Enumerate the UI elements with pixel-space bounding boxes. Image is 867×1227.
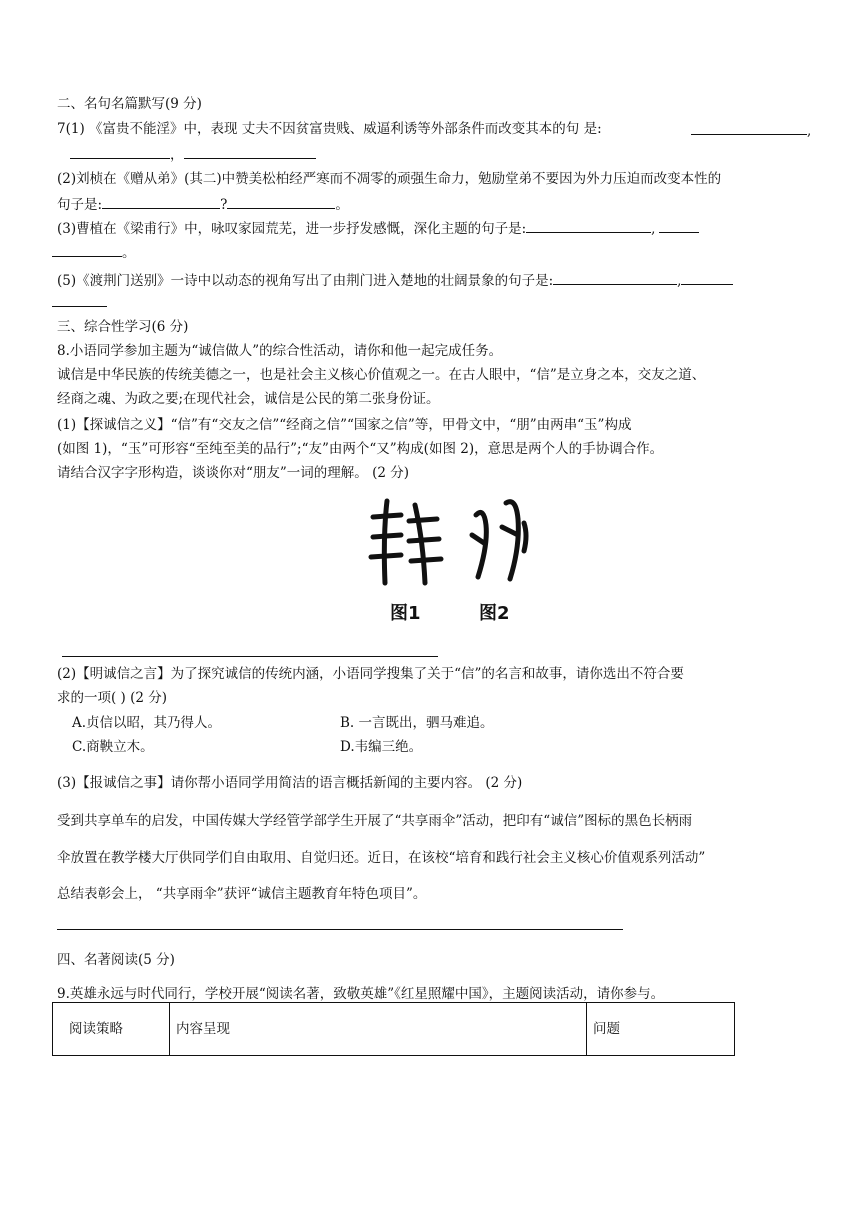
q7-2-blank-a[interactable] bbox=[102, 194, 220, 209]
q7-3-blank-b[interactable] bbox=[659, 218, 699, 233]
figure2-you-glyph bbox=[466, 495, 536, 590]
header-question: 问题 bbox=[587, 1003, 735, 1056]
q7-1-blank-a[interactable]: , bbox=[691, 120, 811, 141]
figure1-label: 图1 bbox=[390, 603, 421, 624]
q7-2-line2: 句子是: ? 。 bbox=[57, 194, 349, 215]
news-line-1: 受到共享单车的启发，中国传媒大学经管学部学生开展了“共享雨伞”活动，把印有“诚信”图标的黑色长柄雨 bbox=[57, 813, 693, 829]
option-c[interactable]: C.商鞅立木。 bbox=[72, 739, 154, 755]
q8-3-answer-line[interactable] bbox=[57, 929, 623, 930]
q7-3-continuation: 。 bbox=[52, 242, 136, 263]
q7-2-blank-b[interactable] bbox=[227, 194, 335, 209]
q7-5-text: (5)《渡荆门送别》一诗中以动态的视角写出了由荆门进入楚地的壮阔景象的句子是: , bbox=[57, 270, 733, 291]
table-row bbox=[53, 1003, 735, 1056]
news-line-2: 伞放置在教学楼大厅供同学们自由取用、自觉归还。近日，在该校“培育和践行社会主义核心价值观系列活动” bbox=[57, 850, 706, 866]
q8-1-line3: 请结合汉字字形构造，谈谈你对“朋友”一词的理解。 (2 分) bbox=[57, 465, 410, 481]
q7-3-blank-a[interactable] bbox=[526, 218, 651, 233]
q8-2-line2: 求的一项( ) (2 分) bbox=[57, 690, 168, 706]
q7-1-prompt: 7(1) 《富贵不能淫》中，表现 丈夫不因贫富贵贱、威逼利诱等外部条件而改变其本的句 是: bbox=[57, 121, 602, 137]
q9-text: 9.英雄永远与时代同行，学校开展“阅读名著，致敬英雄”《红星照耀中国》，主题阅读活动，请你参与。 bbox=[57, 986, 665, 1002]
section4-title: 四、名著阅读(5 分) bbox=[57, 952, 175, 968]
header-strategy: 阅读策略 bbox=[53, 1003, 170, 1056]
q7-3-text: (3)曹植在《梁甫行》中，咏叹家园荒芜，进一步抒发感慨，深化主题的句子是: , bbox=[57, 218, 699, 239]
q7-1-text bbox=[57, 120, 602, 139]
q7-2-line1: (2)刘桢在《赠从弟》(其二)中赞美松柏经严寒而不凋零的顽强生命力，勉励堂弟不要因为外力压迫而改变本性的 bbox=[57, 171, 722, 187]
section3-title: 三、综合性学习(6 分) bbox=[57, 319, 189, 335]
news-line-3: 总结表彰会上， “共享雨伞”获评“诚信主题教育年特色项目”。 bbox=[57, 886, 427, 902]
context-line-2: 经商之魂、为政之要;在现代社会，诚信是公民的第二张身份证。 bbox=[57, 391, 440, 407]
option-b[interactable]: B. 一言既出，驷马难追。 bbox=[340, 715, 494, 731]
q8-intro: 8.小语同学参加主题为“诚信做人”的综合性活动，请你和他一起完成任务。 bbox=[57, 343, 503, 359]
option-d[interactable]: D.韦编三绝。 bbox=[340, 739, 423, 755]
reading-table bbox=[52, 1002, 735, 1056]
q7-5-blank-a[interactable] bbox=[553, 270, 677, 285]
section2-title: 二、名句名篇默写(9 分) bbox=[57, 96, 202, 112]
q8-2-line1: (2)【明诚信之言】为了探究诚信的传统内涵，小语同学搜集了关于“信”的名言和故事，请你选出不符合要 bbox=[57, 666, 684, 682]
q8-1-line1: (1)【探诚信之义】“信”有“交友之信”“经商之信”“国家之信”等，甲骨文中，“朋”由两串“玉”构成 bbox=[57, 417, 632, 433]
option-a[interactable]: A.贞信以昭，其乃得人。 bbox=[72, 715, 222, 731]
header-content: 内容呈现 bbox=[170, 1003, 587, 1056]
q7-5-blank-b[interactable] bbox=[681, 270, 733, 285]
figure2-label: 图2 bbox=[479, 603, 510, 624]
q8-3-title: (3)【报诚信之事】请你帮小语同学用简洁的语言概括新闻的主要内容。 (2 分) bbox=[57, 775, 523, 791]
q7-5-blank-c[interactable] bbox=[52, 306, 107, 307]
q8-1-answer-line[interactable] bbox=[62, 656, 438, 657]
context-line-1: 诚信是中华民族的传统美德之一，也是社会主义核心价值观之一。在古人眼中，“信”是立身之本，交友之道、 bbox=[57, 367, 706, 383]
q8-1-line2: (如图 1)，“玉”可形容“至纯至美的品行”;“友”由两个“又”构成(如图 2)，意思是两个人的手协调合作。 bbox=[57, 441, 664, 457]
q7-1-blank-b[interactable]: ， bbox=[70, 144, 316, 165]
figure1-peng-glyph bbox=[365, 495, 445, 590]
q7-3-blank-c[interactable] bbox=[52, 242, 122, 257]
